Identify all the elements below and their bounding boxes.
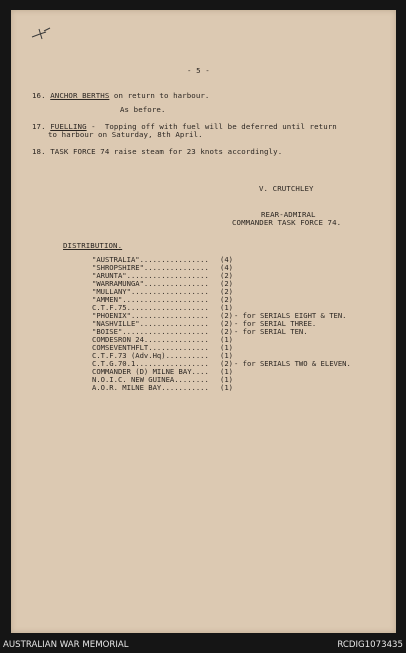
distribution-copies: (1) xyxy=(220,367,233,376)
distribution-copies: (1) xyxy=(220,343,233,352)
footer-record-id: RCDIG1073435 xyxy=(337,640,403,650)
distribution-copies: (2) xyxy=(220,287,233,296)
distribution-copies: (2) xyxy=(220,279,233,288)
distribution-copies: (2) xyxy=(220,295,233,304)
distribution-copies: (1) xyxy=(220,351,233,360)
item-18 xyxy=(32,147,282,156)
pencil-mark-icon xyxy=(30,25,54,43)
distribution-recipient: C.T.F.75................... xyxy=(92,303,209,312)
signature-name: V. CRUTCHLEY xyxy=(259,184,314,193)
distribution-copies: (2) xyxy=(220,311,233,320)
distribution-note: - for SERIAL THREE. xyxy=(234,319,317,328)
distribution-copies: (1) xyxy=(220,335,233,344)
signature-rank: REAR-ADMIRAL xyxy=(261,210,316,219)
distribution-recipient: "ARUNTA"................... xyxy=(92,271,209,280)
distribution-recipient: "SHROPSHIRE"............... xyxy=(92,263,209,272)
distribution-recipient: "PHOENIX".................. xyxy=(92,311,209,320)
item-heading: FUELLING xyxy=(50,122,87,131)
distribution-recipient: N.O.I.C. NEW GUINEA........ xyxy=(92,375,209,384)
item-text: TASK FORCE 74 raise steam for 23 knots accordingly. xyxy=(50,147,283,156)
distribution-recipient: "WARRAMUNGA"............... xyxy=(92,279,209,288)
item-heading: ANCHOR BERTHS xyxy=(50,91,110,100)
signature-title: COMMANDER TASK FORCE 74. xyxy=(232,218,342,227)
distribution-heading: DISTRIBUTION. xyxy=(63,241,123,250)
footer-source: AUSTRALIAN WAR MEMORIAL xyxy=(3,640,129,650)
distribution-recipient: "MULLANY".................. xyxy=(92,287,209,296)
distribution-recipient: "BOISE".................... xyxy=(92,327,209,336)
item-text: - Topping off with fuel will be deferred until return xyxy=(86,122,337,131)
distribution-recipient: C.T.F.73 (Adv.Hq).......... xyxy=(92,351,209,360)
distribution-recipient: COMMANDER (D) MILNE BAY.... xyxy=(92,367,209,376)
item-number: 18. xyxy=(32,147,46,156)
distribution-note: - for SERIALS EIGHT & TEN. xyxy=(234,311,347,320)
item-number: 16. xyxy=(32,91,46,100)
distribution-recipient: "AMMEN".................... xyxy=(92,295,209,304)
distribution-copies: (4) xyxy=(220,255,233,264)
distribution-recipient: "AUSTRALIA"................ xyxy=(92,255,209,264)
distribution-recipient: C.T.G.70.1................. xyxy=(92,359,209,368)
item-16 xyxy=(32,91,209,100)
distribution-copies: (2) xyxy=(220,271,233,280)
item-number: 17. xyxy=(32,122,46,131)
distribution-recipient: "NASHVILLE"................ xyxy=(92,319,209,328)
distribution-note: - for SERIALS TWO & ELEVEN. xyxy=(234,359,351,368)
distribution-copies: (1) xyxy=(220,383,233,392)
distribution-copies: (1) xyxy=(220,303,233,312)
distribution-copies: (1) xyxy=(220,375,233,384)
distribution-copies: (4) xyxy=(220,263,233,272)
distribution-recipient: COMSEVENTHFLT.............. xyxy=(92,343,209,352)
distribution-copies: (2) xyxy=(220,359,233,368)
distribution-recipient: COMDESRON 24............... xyxy=(92,335,209,344)
distribution-row xyxy=(92,384,234,392)
distribution-recipient: A.O.R. MILNE BAY........... xyxy=(92,383,209,392)
distribution-copies: (2) xyxy=(220,327,233,336)
distribution-copies: (2) xyxy=(220,319,233,328)
distribution-note: - for SERIAL TEN. xyxy=(234,327,308,336)
page-number: - 5 - xyxy=(187,66,210,75)
item-16-body: As before. xyxy=(120,105,166,114)
item-17-continued: to harbour on Saturday, 8th April. xyxy=(48,130,203,139)
item-text: on return to harbour. xyxy=(109,91,210,100)
footer-bar xyxy=(0,636,406,653)
